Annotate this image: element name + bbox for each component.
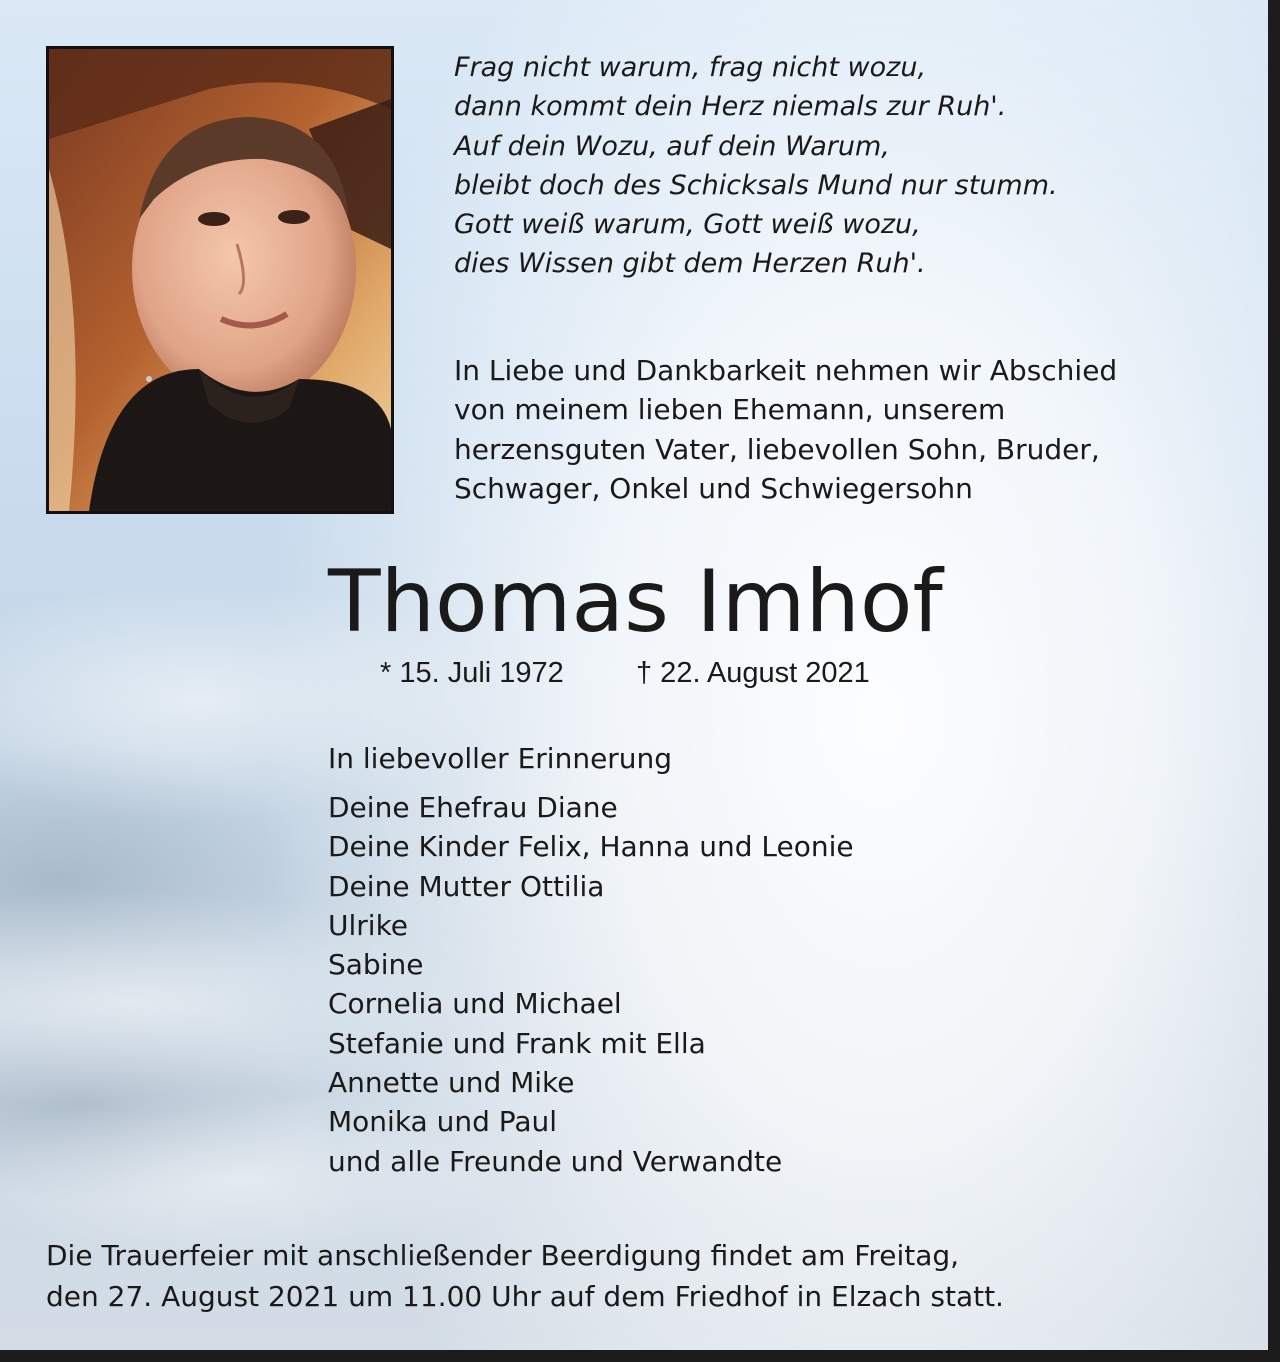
death-date: † 22. August 2021 [636, 657, 870, 689]
poem-line: Gott weiß warum, Gott weiß wozu, [454, 209, 921, 241]
intro-line: herzensguten Vater, liebevollen Sohn, Bruder, [454, 432, 1100, 466]
mourner-item: Ulrike [328, 908, 409, 942]
mourner-item: Annette und Mike [328, 1066, 575, 1100]
farewell-intro [454, 351, 1117, 508]
portrait-photo [46, 46, 394, 514]
poem-line: bleibt doch des Schicksals Mund nur stumm. [454, 169, 1058, 201]
mourner-item: und alle Freunde und Verwandte [328, 1144, 783, 1178]
funeral-line: den 27. August 2021 um 11.00 Uhr auf dem Friedhof in Elzach statt. [46, 1280, 1004, 1313]
mourner-item: Deine Ehefrau Diane [328, 791, 618, 824]
poem-line: dies Wissen gibt dem Herzen Ruh'. [454, 248, 926, 280]
mourner-item: Monika und Paul [328, 1105, 558, 1139]
intro-line: In Liebe und Dankbarkeit nehmen wir Abschied [454, 354, 1118, 387]
mourner-item: Cornelia und Michael [328, 987, 622, 1021]
poem-line: Auf dein Wozu, auf dein Warum, [454, 130, 890, 162]
portrait-illustration [49, 49, 391, 511]
birth-date: * 15. Juli 1972 [380, 657, 564, 689]
funeral-line: Die Trauerfeier mit anschließender Beerdigung findet am Freitag, [46, 1239, 960, 1272]
intro-line: Schwager, Onkel und Schwiegersohn [454, 471, 973, 505]
poem-line: dann kommt dein Herz niemals zur Ruh'. [454, 91, 1007, 123]
deceased-name: Thomas Imhof [328, 552, 943, 652]
mourner-item: Sabine [328, 948, 424, 982]
poem-line: Frag nicht warum, frag nicht wozu, [454, 52, 927, 83]
funeral-info [46, 1235, 1004, 1317]
mourner-item: Stefanie und Frank mit Ella [328, 1026, 706, 1060]
mourner-item: Deine Mutter Ottilia [328, 869, 605, 903]
mourner-item: Deine Kinder Felix, Hanna und Leonie [328, 830, 854, 864]
intro-line: von meinem lieben Ehemann, unserem [454, 393, 1006, 427]
mourners-list [328, 788, 854, 1181]
memory-heading: In liebevoller Erinnerung [328, 742, 673, 775]
poem-verse [454, 48, 1058, 284]
